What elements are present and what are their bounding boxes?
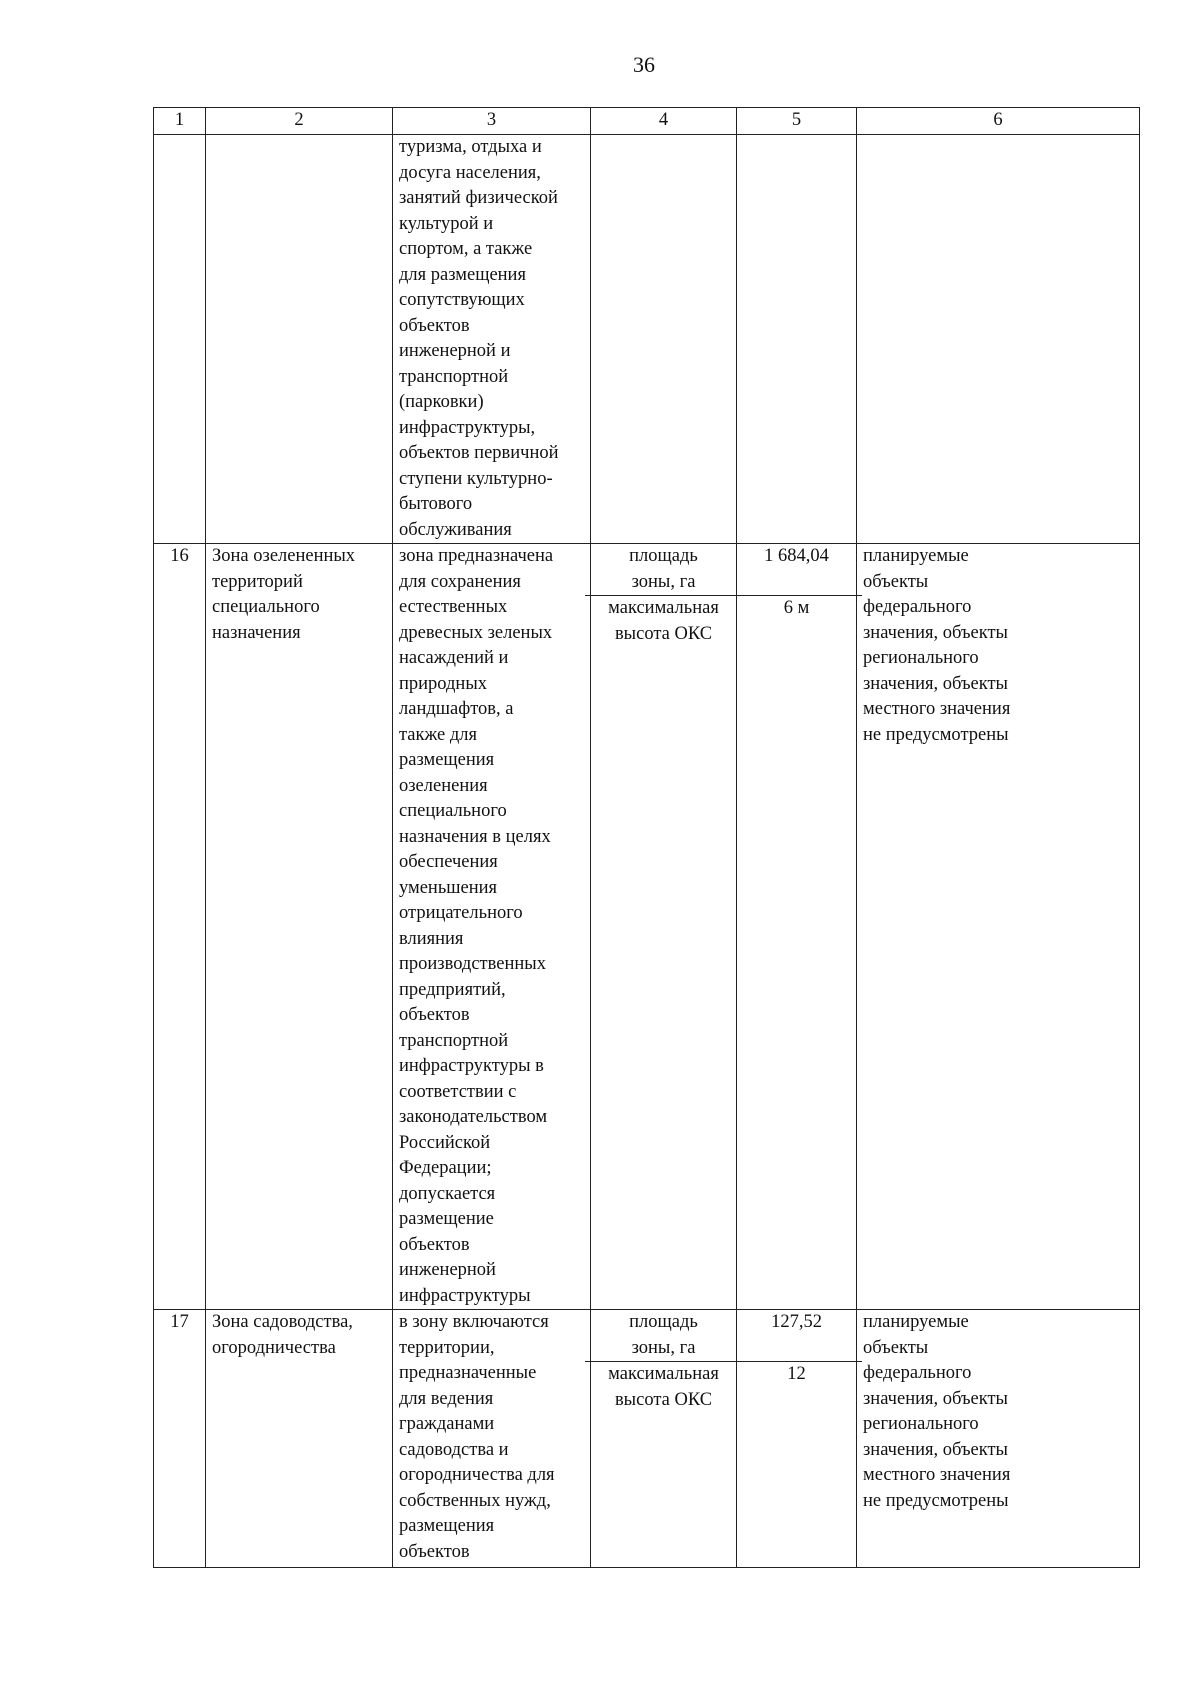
description-text: туризма, отдыха и досуга населения, занятий физической культурой и спортом, а также для размещения сопутствующих объектов инженерной и транспортной (парковки) инфраструктуры, объектов первичной ступени культурно- бытового обслуживания bbox=[399, 137, 559, 540]
param-height-label: максимальная высота ОКС bbox=[608, 598, 719, 644]
table-row-17 bbox=[154, 1310, 1140, 1568]
cell-num bbox=[154, 544, 206, 1310]
param-area-label: площадь зоны, га bbox=[629, 1312, 698, 1358]
cell-param-value bbox=[737, 544, 857, 1310]
cell-objects bbox=[857, 135, 1140, 544]
row-number: 17 bbox=[170, 1312, 189, 1332]
cell-description bbox=[393, 1310, 591, 1568]
param-height-label: максимальная высота ОКС bbox=[608, 1364, 719, 1410]
cell-zone bbox=[206, 1310, 393, 1568]
objects-text: планируемые объекты федерального значения, объекты регионального значения, объекты местного значения не предусмотрены bbox=[863, 1312, 1011, 1511]
cell-zone bbox=[206, 135, 393, 544]
zone-name: Зона озелененных территорий специального назначения bbox=[212, 546, 356, 643]
zone-name: Зона садоводства, огородничества bbox=[212, 1312, 353, 1358]
param-height-value: 12 bbox=[787, 1364, 806, 1384]
param-area-value: 1 684,04 bbox=[764, 546, 829, 566]
description-text: в зону включаются территории, предназначенные для ведения гражданами садоводства и огородничества для собственных нужд, размещения объектов bbox=[399, 1312, 555, 1562]
table-row-16 bbox=[154, 544, 1140, 1310]
param-area-label: площадь зоны, га bbox=[629, 546, 698, 592]
cell-description bbox=[393, 544, 591, 1310]
zones-table bbox=[153, 107, 1140, 1568]
param-area-value: 127,52 bbox=[771, 1312, 822, 1332]
description-text: зона предназначена для сохранения естественных древесных зеленых насаждений и природных ландшафтов, а также для размещения озеленения специального назначения в целях обеспечения уменьшения отрицательного влияния производственных предприятий, объектов транспортной инфраструктуры в соответствии с законодательством Российской Федерации; допускается размещение объектов инженерной инфраструктуры bbox=[399, 546, 554, 1306]
cell-param-label bbox=[591, 135, 737, 544]
header-col-2: 2 bbox=[206, 108, 393, 135]
cell-param-label bbox=[591, 1310, 737, 1568]
header-col-4: 4 bbox=[591, 108, 737, 135]
header-col-5: 5 bbox=[737, 108, 857, 135]
cell-num bbox=[154, 1310, 206, 1568]
cell-objects bbox=[857, 1310, 1140, 1568]
header-col-6: 6 bbox=[857, 108, 1140, 135]
cell-zone bbox=[206, 544, 393, 1310]
header-col-3: 3 bbox=[393, 108, 591, 135]
row-number: 16 bbox=[170, 546, 189, 566]
table-header-row bbox=[154, 108, 1140, 135]
page-number: 36 bbox=[633, 52, 655, 77]
cell-param-label bbox=[591, 544, 737, 1310]
cell-param-value bbox=[737, 135, 857, 544]
cell-objects bbox=[857, 544, 1140, 1310]
cell-param-value bbox=[737, 1310, 857, 1568]
table-row-continuation bbox=[154, 135, 1140, 544]
cell-description bbox=[393, 135, 591, 544]
param-height-value: 6 м bbox=[783, 598, 810, 618]
cell-num bbox=[154, 135, 206, 544]
objects-text: планируемые объекты федерального значения, объекты регионального значения, объекты местного значения не предусмотрены bbox=[863, 546, 1011, 745]
header-col-1: 1 bbox=[154, 108, 206, 135]
